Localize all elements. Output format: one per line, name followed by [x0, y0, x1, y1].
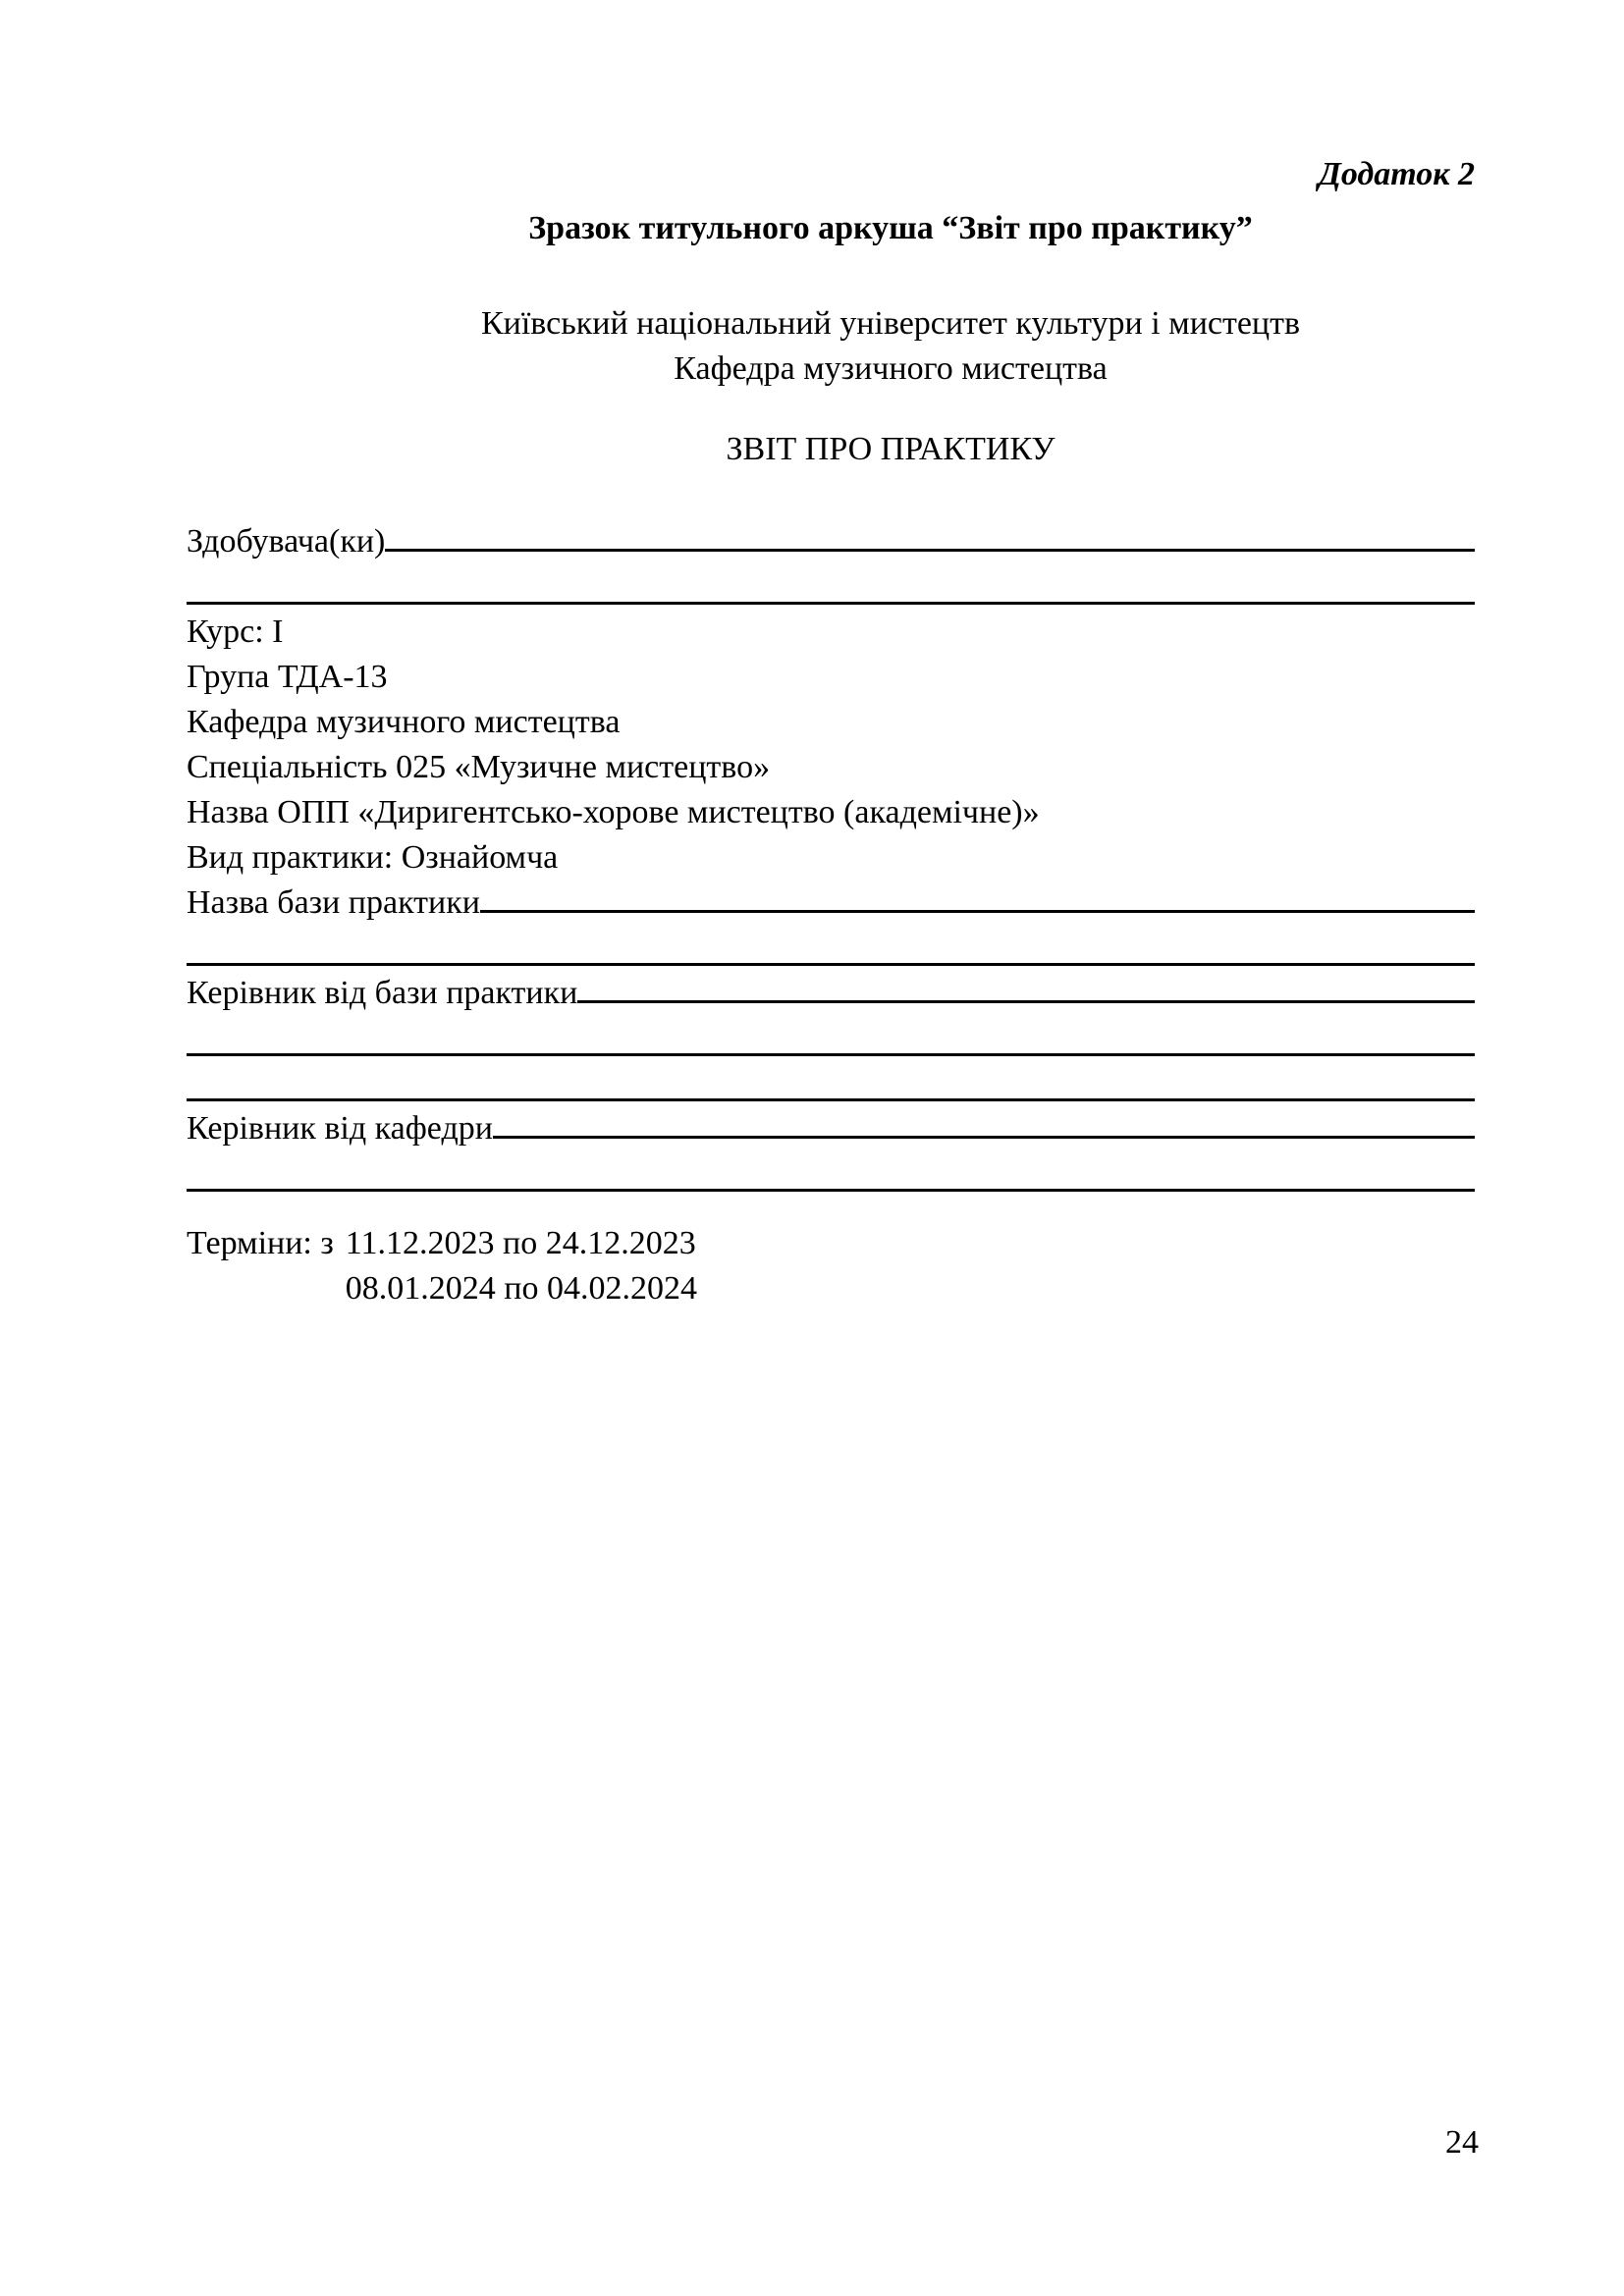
specialty-line [187, 745, 1475, 790]
student-line [187, 519, 1475, 564]
annex-label: Додаток 2 [1318, 156, 1475, 192]
group-value: Група ТДА-13 [187, 659, 388, 695]
specialty-value: Спеціальність 025 «Музичне мистецтво» [187, 749, 771, 785]
program-line [187, 790, 1475, 835]
report-heading: ЗВІТ ПРО ПРАКТИКУ [726, 431, 1056, 467]
department-supervisor-label: Керівник від кафедри [187, 1110, 493, 1147]
base-supervisor-label: Керівник від бази практики [187, 975, 578, 1011]
practice-type-line [187, 835, 1475, 881]
blank-line [187, 564, 1475, 605]
department-supervisor-fill-in-blank [493, 1136, 1475, 1139]
blank-line [187, 926, 1475, 966]
terms-dates [346, 1221, 697, 1311]
report-form [187, 519, 1475, 1192]
practice-base-fill-in-blank [480, 910, 1475, 913]
page-content [187, 0, 1475, 1311]
base-supervisor-line [187, 971, 1475, 1016]
blank-line [187, 1151, 1475, 1192]
course-line [187, 610, 1475, 655]
blank-line [187, 1016, 1475, 1056]
terms-block [187, 1221, 1475, 1311]
group-line [187, 655, 1475, 700]
department-line [187, 700, 1475, 745]
department-value: Кафедра музичного мистецтва [187, 704, 621, 740]
program-value: Назва ОПП «Диригентсько-хорове мистецтво (академічне)» [187, 794, 1040, 830]
student-label: Здобувача(ки) [187, 523, 386, 560]
blank-line [187, 1061, 1475, 1101]
terms-period-2: 08.01.2024 по 04.02.2024 [345, 1270, 697, 1307]
university-name: Київський національний університет культури і мистецтв [480, 305, 1301, 342]
department-supervisor-line [187, 1106, 1475, 1151]
course-value: Курс: І [187, 614, 284, 650]
department-name: Кафедра музичного мистецтва [674, 350, 1108, 387]
practice-base-line [187, 881, 1475, 926]
practice-type-value: Вид практики: Ознайомча [187, 839, 559, 876]
terms-label: Терміни: з [187, 1225, 334, 1261]
student-fill-in-blank [385, 549, 1475, 552]
page-number: 24 [1445, 2124, 1479, 2161]
terms-period-1: 11.12.2023 по 24.12.2023 [345, 1225, 696, 1261]
practice-base-label: Назва бази практики [187, 884, 480, 921]
page-title: Зразок титульного аркуша “Звіт про практику” [528, 210, 1253, 246]
base-supervisor-fill-in-blank [577, 1000, 1475, 1003]
